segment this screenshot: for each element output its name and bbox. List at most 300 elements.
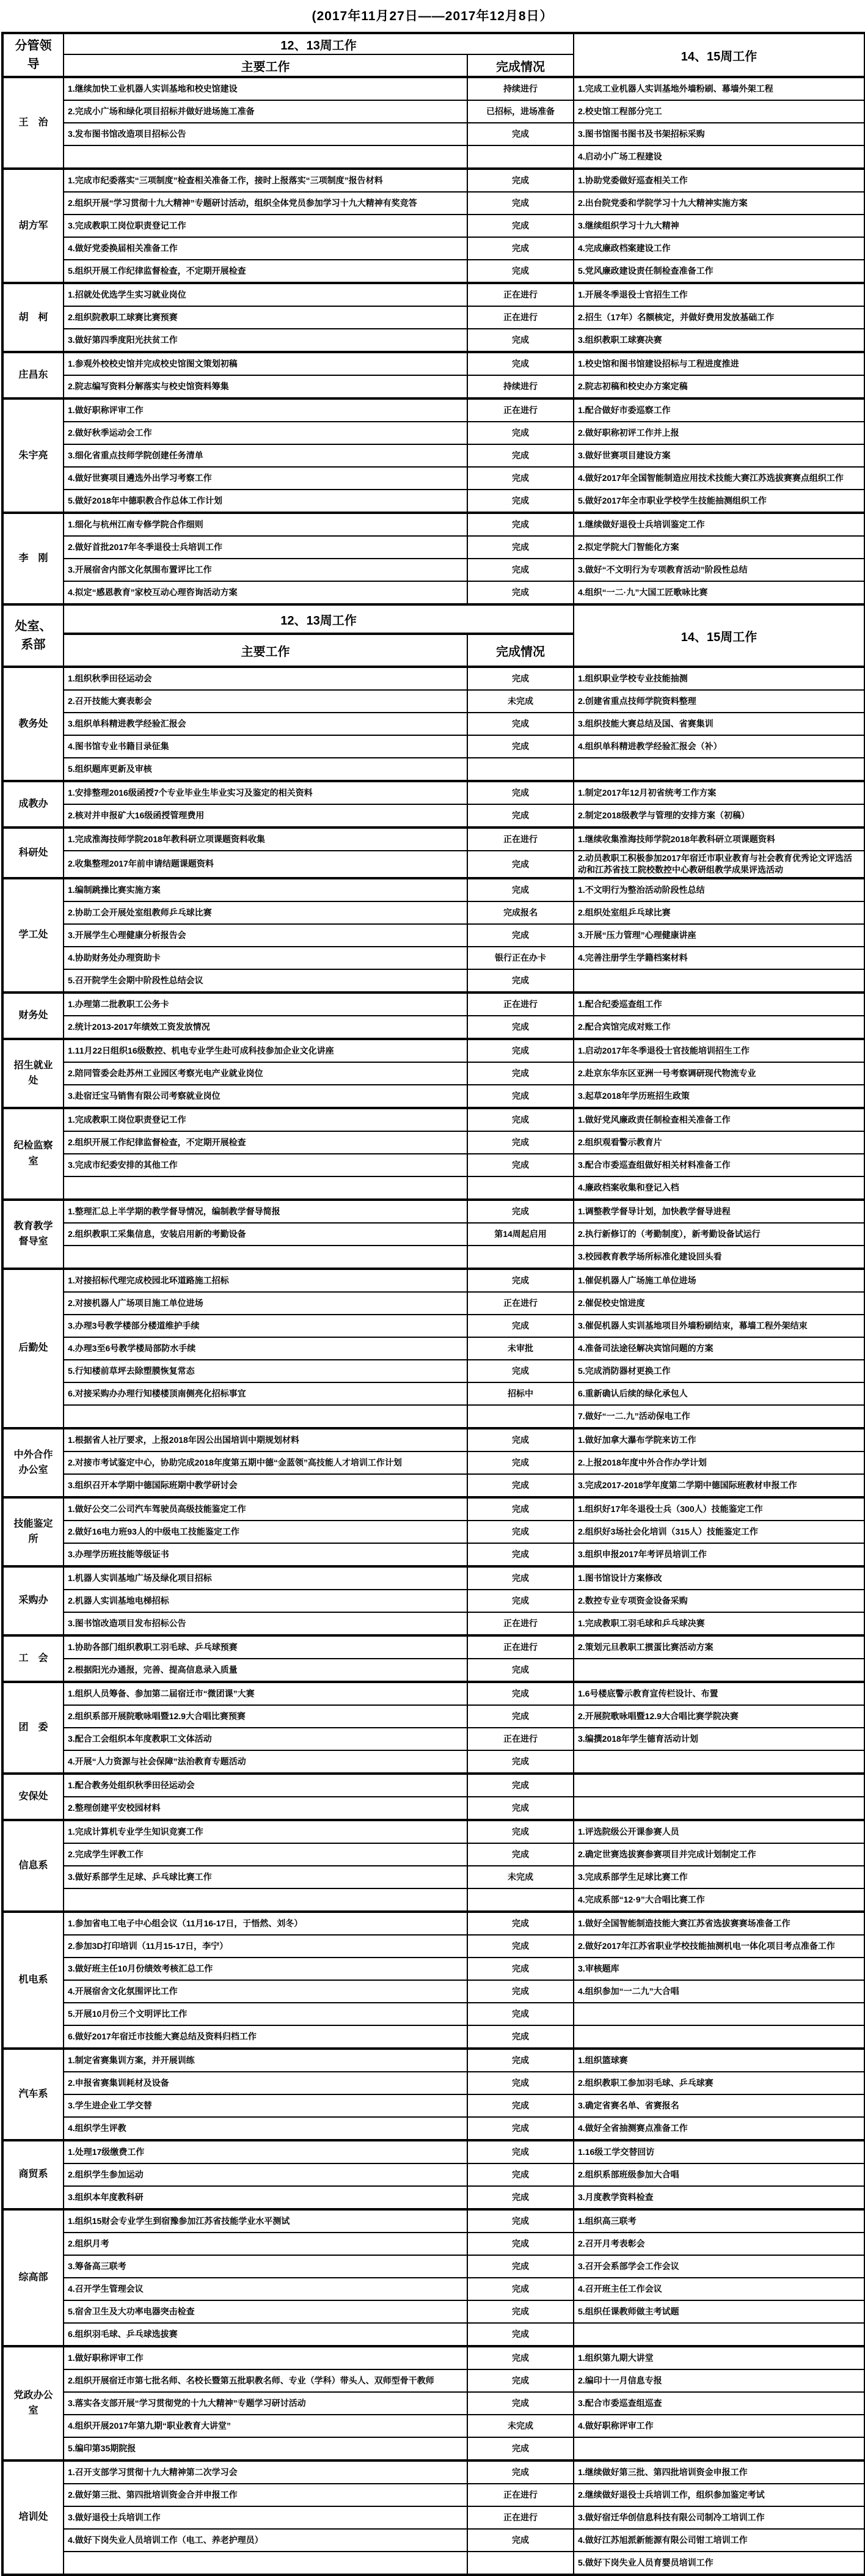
main-work-cell: 4.拟定“感恩教育”家校互动心理咨询活动方案 [64, 581, 467, 604]
completion-status-cell: 完成 [467, 1451, 574, 1474]
main-work-cell: 2.做好16电力班93人的中级电工技能鉴定工作 [64, 1521, 467, 1543]
completion-status-cell: 完成 [467, 260, 574, 283]
leader-name-cell: 朱宇亮 [2, 398, 64, 513]
table-row [2, 758, 865, 781]
main-work-cell: 3.做好班主任10月份绩效考核汇总工作 [64, 1958, 467, 1980]
next-weeks-cell: 4.做好职称评审工作 [574, 2415, 865, 2437]
completion-status-cell: 完成 [467, 1797, 574, 1820]
completion-status-cell: 完成 [467, 215, 574, 237]
main-work-cell: 1.协助各部门组织教职工羽毛球、乒乓球预赛 [64, 1635, 467, 1659]
main-work-cell: 4.做好下岗失业人员培训工作（电工、养老护理员） [64, 2529, 467, 2552]
table-row [2, 375, 865, 398]
completion-status-cell: 完成 [467, 536, 574, 559]
completion-header: 完成情况 [467, 54, 574, 77]
dept-name-cell: 招生就业处 [2, 1039, 64, 1108]
completion-status-cell: 完成 [467, 1200, 574, 1223]
next-weeks-cell: 2.确定世赛选拔赛参赛项目并完成计划制定工作 [574, 1843, 865, 1866]
table-row [2, 2072, 865, 2094]
dept-name-cell: 学工处 [2, 878, 64, 993]
next-weeks-cell [574, 1797, 865, 1820]
main-work-cell: 4.开展“人力资源与社会保障”法治教育专题活动 [64, 1750, 467, 1774]
next-weeks-cell: 2.制定2018级教学与管理的安排方案（初稿） [574, 804, 865, 827]
next-weeks-cell: 1.完成工业机器人实训基地外墙粉刷、幕墙外架工程 [574, 77, 865, 100]
completion-status-cell: 完成 [467, 490, 574, 513]
main-work-cell: 3.细化省重点技师学院创建任务清单 [64, 444, 467, 467]
next-weeks-cell: 1.开展冬季退役士官招生工作 [574, 283, 865, 306]
table-row [2, 1200, 865, 1223]
completion-status-cell: 未完成 [467, 690, 574, 713]
main-work-cell: 3.学生进企业工学交替 [64, 2094, 467, 2117]
weeks-14-15-header: 14、15周工作 [574, 33, 865, 77]
completion-status-cell: 招标中 [467, 1382, 574, 1405]
table-row [2, 969, 865, 993]
main-work-cell: 4.做好党委换届相关准备工作 [64, 237, 467, 260]
completion-status-cell: 未审批 [467, 1337, 574, 1360]
main-work-cell: 3.配合工会组织本年度教职工文体活动 [64, 1728, 467, 1750]
main-work-cell: 5.做好2018年中德职教合作总体工作计划 [64, 490, 467, 513]
dept-name-cell: 教育教学督导室 [2, 1200, 64, 1269]
main-work-cell: 2.院志编写资料分解落实与校史馆资料筹集 [64, 375, 467, 398]
next-weeks-cell: 2.出台院党委和学院学习十九大精神实施方案 [574, 192, 865, 215]
completion-status-cell: 完成 [467, 781, 574, 804]
next-weeks-cell: 5.党风廉政建设责任制检查准备工作 [574, 260, 865, 283]
completion-status-cell: 完成 [467, 1062, 574, 1085]
main-work-cell: 4.做好世赛项目遴选外出学习考察工作 [64, 467, 467, 490]
table-row [2, 2163, 865, 2186]
main-work-cell: 1.做好职称评审工作 [64, 398, 467, 422]
next-weeks-cell: 2.召开月考表彰会 [574, 2233, 865, 2255]
main-work-cell: 3.组织本年度教科研 [64, 2186, 467, 2209]
leader-name-cell: 胡 柯 [2, 283, 64, 352]
completion-status-cell: 正在进行 [467, 1292, 574, 1315]
main-work-cell: 4.组织学生评教 [64, 2117, 467, 2140]
completion-status-cell: 完成 [467, 1131, 574, 1154]
table-row [2, 2094, 865, 2117]
main-work-cell: 1.根据省人社厅要求，上报2018年因公出国培训中期规划材料 [64, 1428, 467, 1451]
main-work-cell: 4.开展宿舍文化氛围评比工作 [64, 1980, 467, 2003]
main-work-cell [64, 1176, 467, 1200]
completion-status-cell: 完成 [467, 2255, 574, 2278]
main-work-cell: 1.处理17级缴费工作 [64, 2140, 467, 2163]
next-weeks-cell: 3.完成2017-2018学年度第二学期中德国际班教材申报工作 [574, 1474, 865, 1497]
next-weeks-cell: 1.制定2017年12月初省统考工作方案 [574, 781, 865, 804]
table-row [2, 1016, 865, 1039]
main-work-cell: 3.图书馆改造项目发布招标公告 [64, 1612, 467, 1635]
dept-name-cell: 党政办公室 [2, 2346, 64, 2460]
next-weeks-cell: 3.配合市委巡查组巡查 [574, 2392, 865, 2415]
leader-name-cell: 王 治 [2, 77, 64, 169]
table-row [2, 1062, 865, 1085]
completion-status-cell: 完成 [467, 2346, 574, 2369]
table-row [2, 1451, 865, 1474]
table-row [2, 2300, 865, 2323]
table-row [2, 667, 865, 690]
completion-status-cell: 完成 [467, 2117, 574, 2140]
dept-name-cell: 安保处 [2, 1774, 64, 1820]
next-weeks-cell: 3.做好“不文明行为专项教育活动”阶段性总结 [574, 559, 865, 581]
completion-status-cell: 正在进行 [467, 993, 574, 1016]
main-work-cell: 3.赴宿迁宝马销售有限公司考察就业岗位 [64, 1085, 467, 1108]
completion-status-cell: 完成 [467, 1108, 574, 1131]
weeks-12-13-header: 12、13周工作 [64, 604, 574, 634]
main-work-cell: 2.组织开展宿迁市第七批名师、名校长暨第五批职教名师、专业（学科）带头人、双师型骨干教师 [64, 2369, 467, 2392]
table-row [2, 444, 865, 467]
next-weeks-cell: 3.审核题库 [574, 1958, 865, 1980]
completion-status-cell: 未完成 [467, 2415, 574, 2437]
completion-status-cell: 完成 [467, 2323, 574, 2346]
next-weeks-cell: 3.组织申报2017年考评员培训工作 [574, 1543, 865, 1566]
next-weeks-cell: 1.组织篮球赛 [574, 2049, 865, 2072]
table-header-row [2, 33, 865, 54]
main-work-cell: 1.召开支部学习贯彻十九大精神第二次学习会 [64, 2460, 467, 2484]
completion-status-cell: 完成 [467, 2025, 574, 2049]
completion-status-cell: 完成 [467, 713, 574, 735]
completion-status-cell: 完成 [467, 1774, 574, 1797]
main-work-cell: 2.参加3D打印培训（11月15-17日，李宁） [64, 1935, 467, 1958]
dept-name-cell: 综高部 [2, 2209, 64, 2346]
completion-status-cell: 完成 [467, 804, 574, 827]
main-work-cell: 3.组织召开本学期中德国际班期中教学研讨会 [64, 1474, 467, 1497]
main-work-cell: 5.开展10月份三个文明评比工作 [64, 2003, 467, 2025]
completion-status-cell: 完成 [467, 467, 574, 490]
next-weeks-cell: 2.招生（17年）名额核定，并做好费用发放基础工作 [574, 306, 865, 329]
table-row [2, 237, 865, 260]
table-row [2, 145, 865, 169]
completion-status-cell: 完成 [467, 878, 574, 901]
main-work-cell [64, 2552, 467, 2575]
table-row [2, 1728, 865, 1750]
main-work-cell: 1.参观外校校史馆并完成校史馆图文策划初稿 [64, 352, 467, 375]
table-row [2, 123, 865, 145]
next-weeks-cell: 2.组织系部班级参加大合唱 [574, 2163, 865, 2186]
dept-name-cell: 纪检监察室 [2, 1108, 64, 1200]
table-row [2, 329, 865, 352]
main-work-cell: 2.做好第三批、第四批培训资金合并申报工作 [64, 2484, 467, 2506]
dept-name-cell: 商贸系 [2, 2140, 64, 2209]
table-row [2, 2140, 865, 2163]
main-work-cell: 2.统计2013-2017年绩效工资发放情况 [64, 1016, 467, 1039]
next-weeks-cell: 1.不文明行为整治活动阶段性总结 [574, 878, 865, 901]
completion-status-cell: 完成 [467, 2233, 574, 2255]
next-weeks-cell: 4.廉政档案收集和登记入档 [574, 1176, 865, 1200]
completion-status-cell: 完成 [467, 513, 574, 536]
table-row [2, 490, 865, 513]
completion-status-cell: 正在进行 [467, 827, 574, 851]
table-row [2, 2552, 865, 2575]
next-weeks-cell: 3.组织教职工球赛决赛 [574, 329, 865, 352]
main-work-cell: 1.机器人实训基地广场及绿化项目招标 [64, 1566, 467, 1590]
main-work-cell: 6.对接采购办办理行知楼楼顶南侧亮化招标事宜 [64, 1382, 467, 1405]
next-weeks-cell: 3.月度教学资料检查 [574, 2186, 865, 2209]
main-work-cell: 3.筹备高三联考 [64, 2255, 467, 2278]
next-weeks-cell: 1.继续做好第三批、第四批培训资金申报工作 [574, 2460, 865, 2484]
table-row [2, 1085, 865, 1108]
table-row [2, 827, 865, 851]
main-work-cell: 1.安排整理2016级函授7个专业毕业生毕业实习及鉴定的相关资料 [64, 781, 467, 804]
dept-name-cell: 培训处 [2, 2460, 64, 2575]
main-work-cell: 3.办理学历班技能等级证书 [64, 1543, 467, 1566]
completion-status-cell: 完成 [467, 1566, 574, 1590]
completion-status-cell: 完成 [467, 1497, 574, 1521]
main-work-cell: 2.对接机器人广场项目施工单位进场 [64, 1292, 467, 1315]
completion-status-cell: 完成 [467, 851, 574, 878]
main-work-cell: 3.完成市纪委安排的其他工作 [64, 1154, 467, 1176]
next-weeks-cell: 1.图书馆设计方案修改 [574, 1566, 865, 1590]
table-header-row [2, 604, 865, 634]
next-weeks-cell: 1.校史馆和图书馆建设招标与工程进度推进 [574, 352, 865, 375]
table-row [2, 2209, 865, 2233]
table-row [2, 993, 865, 1016]
completion-status-cell: 持续进行 [467, 375, 574, 398]
main-work-cell: 2.做好首批2017年冬季退役士兵培训工作 [64, 536, 467, 559]
next-weeks-cell: 2.组织好3场社会化培训（315人）技能鉴定工作 [574, 1521, 865, 1543]
table-row [2, 1360, 865, 1382]
leader-name-cell: 庄昌东 [2, 352, 64, 398]
next-weeks-cell [574, 1774, 865, 1797]
next-weeks-cell: 4.完成廉政档案建设工作 [574, 237, 865, 260]
main-work-cell: 4.协助财务处办理资助卡 [64, 947, 467, 969]
completion-status-cell: 未完成 [467, 1866, 574, 1888]
weeks-12-13-header: 12、13周工作 [64, 33, 574, 54]
next-weeks-cell: 1.组织职业学校专业技能抽测 [574, 667, 865, 690]
completion-status-cell: 正在进行 [467, 2484, 574, 2506]
main-work-cell: 1.完成淮海技师学院2018年教科研立项课题资料收集 [64, 827, 467, 851]
main-work-cell: 3.组织单科精进教学经验汇报会 [64, 713, 467, 735]
completion-status-cell: 完成 [467, 2460, 574, 2484]
next-weeks-cell [574, 2323, 865, 2346]
completion-status-cell: 完成 [467, 2094, 574, 2117]
table-row [2, 2278, 865, 2300]
completion-status-cell: 完成 [467, 1659, 574, 1682]
completion-status-cell: 完成 [467, 2278, 574, 2300]
completion-status-cell: 完成 [467, 2437, 574, 2460]
table-row [2, 559, 865, 581]
dept-name-cell: 工 会 [2, 1635, 64, 1682]
next-weeks-cell: 2.组织教职工参加羽毛球、乒乓球赛 [574, 2072, 865, 2094]
completion-status-cell: 完成 [467, 1958, 574, 1980]
next-weeks-cell: 1.完成教职工羽毛球和乒乓球决赛 [574, 1612, 865, 1635]
main-work-cell: 1.办理第二批教职工公务卡 [64, 993, 467, 1016]
completion-status-cell: 完成 [467, 1085, 574, 1108]
completion-status-cell: 完成 [467, 1682, 574, 1705]
table-row [2, 1315, 865, 1337]
main-work-cell: 3.做好系部学生足球、乒乓球比赛工作 [64, 1866, 467, 1888]
main-work-cell: 1.编制跳操比赛实施方案 [64, 878, 467, 901]
completion-status-cell: 完成报名 [467, 901, 574, 924]
table-row [2, 1131, 865, 1154]
main-work-cell [64, 1888, 467, 1912]
completion-status-cell: 完成 [467, 2392, 574, 2415]
main-work-cell [64, 1246, 467, 1269]
completion-status-cell: 完成 [467, 1474, 574, 1497]
leader-name-cell: 胡方军 [2, 169, 64, 283]
table-row [2, 1980, 865, 2003]
next-weeks-cell [574, 969, 865, 993]
main-work-cell: 2.完成学生评教工作 [64, 1843, 467, 1866]
completion-status-cell: 完成 [467, 123, 574, 145]
table-row [2, 1154, 865, 1176]
completion-status-cell: 完成 [467, 735, 574, 758]
table-row [2, 1269, 865, 1292]
table-row [2, 1888, 865, 1912]
dept-name-cell: 后勤处 [2, 1269, 64, 1428]
next-weeks-cell: 2.做好2017年江苏省职业学校技能抽测机电一体化项目考点准备工作 [574, 1935, 865, 1958]
completion-status-cell [467, 1246, 574, 1269]
table-row [2, 1405, 865, 1428]
table-row [2, 1774, 865, 1797]
main-work-cell: 1.组织秋季田径运动会 [64, 667, 467, 690]
table-row [2, 1705, 865, 1728]
table-row [2, 2323, 865, 2346]
completion-status-cell: 完成 [467, 1820, 574, 1843]
next-weeks-cell: 5.组织任课教师做主考试题 [574, 2300, 865, 2323]
next-weeks-cell: 2.做好职称初评工作并上报 [574, 422, 865, 444]
next-weeks-cell: 2.创建省重点技师学院资料整理 [574, 690, 865, 713]
next-weeks-cell: 4.完成系部“12·9”大合唱比赛工作 [574, 1888, 865, 1912]
next-weeks-cell: 1.催促机器人广场施工单位进场 [574, 1269, 865, 1292]
next-weeks-cell: 3.校园教育教学场所标准化建设回头看 [574, 1246, 865, 1269]
dept-name-cell: 成教办 [2, 781, 64, 827]
table-row [2, 2506, 865, 2529]
document-title: (2017年11月27日——2017年12月8日） [312, 9, 553, 23]
main-work-cell: 2.根据阳光办通报，完善、提高信息录入质量 [64, 1659, 467, 1682]
next-weeks-cell: 1.继续收集淮海技师学院2018年教科研立项课题资料 [574, 827, 865, 851]
completion-status-cell: 完成 [467, 2072, 574, 2094]
main-work-cell: 2.组织系部开展院歌咏唱暨12.9大合唱比赛预赛 [64, 1705, 467, 1728]
main-work-cell: 1.参加省电工电子中心组会议（11月16-17日，于悟然、刘冬） [64, 1912, 467, 1935]
table-row [2, 1635, 865, 1659]
main-work-cell: 6.做好2017年宿迁市技能大赛总结及资料归档工作 [64, 2025, 467, 2049]
completion-status-cell [467, 145, 574, 169]
completion-status-cell: 完成 [467, 352, 574, 375]
main-work-cell: 1.做好职称评审工作 [64, 2346, 467, 2369]
main-work-cell: 2.对接市考试鉴定中心，协助完成2018年度第五期中德“金蓝领”高技能人才培训工作计划 [64, 1451, 467, 1474]
table-row [2, 536, 865, 559]
next-weeks-cell [574, 2437, 865, 2460]
next-weeks-cell: 5.做好2017年全市职业学校学生技能抽测组织工作 [574, 490, 865, 513]
next-weeks-cell: 1.做好全国智能制造技能大赛江苏省选拔赛赛场准备工作 [574, 1912, 865, 1935]
table-row [2, 192, 865, 215]
completion-status-cell: 完成 [467, 237, 574, 260]
next-weeks-cell: 4.组织“一二·九”大国工匠歌咏比赛 [574, 581, 865, 604]
table-row [2, 1108, 865, 1131]
table-row [2, 2484, 865, 2506]
completion-status-cell [467, 1405, 574, 1428]
table-row [2, 1843, 865, 1866]
main-work-cell: 3.办理3号教学楼部分楼道维护手续 [64, 1315, 467, 1337]
table-row [2, 1521, 865, 1543]
main-work-cell [64, 1405, 467, 1428]
main-work-cell: 1.做好公交二公司汽车驾驶员高级技能鉴定工作 [64, 1497, 467, 1521]
main-work-cell: 5.召开院学生会期中阶段性总结会议 [64, 969, 467, 993]
main-work-cell: 5.宿舍卫生及大功率电器突击检查 [64, 2300, 467, 2323]
table-row [2, 260, 865, 283]
completion-status-cell: 完成 [467, 667, 574, 690]
leader-name-cell: 李 刚 [2, 513, 64, 604]
next-weeks-cell: 3.完成系部学生足球比赛工作 [574, 1866, 865, 1888]
main-work-header: 主要工作 [64, 634, 467, 667]
table-row [2, 2049, 865, 2072]
next-weeks-cell [574, 1659, 865, 1682]
completion-status-cell: 完成 [467, 969, 574, 993]
next-weeks-cell: 3.做好宿迁华创信息科技有限公司制冷工培训工作 [574, 2506, 865, 2529]
completion-status-cell: 完成 [467, 2049, 574, 2072]
next-weeks-cell: 7.做好“一二.九”活动保电工作 [574, 1405, 865, 1428]
table-row [2, 947, 865, 969]
completion-status-cell: 完成 [467, 1521, 574, 1543]
main-work-cell: 2.陪同管委会赴苏州工业园区考察光电产业就业岗位 [64, 1062, 467, 1085]
completion-status-cell: 完成 [467, 2369, 574, 2392]
next-weeks-cell: 2.组织处室组乒乓球比赛 [574, 901, 865, 924]
table-row [2, 2117, 865, 2140]
next-weeks-cell [574, 758, 865, 781]
table-row [2, 467, 865, 490]
table-row [2, 2346, 865, 2369]
main-work-cell: 3.做好第四季度阳光扶贫工作 [64, 329, 467, 352]
table-row [2, 924, 865, 947]
dept-name-cell: 科研处 [2, 827, 64, 878]
next-weeks-cell: 2.数控专业专项资金设备采购 [574, 1590, 865, 1612]
completion-status-cell: 完成 [467, 1912, 574, 1935]
next-weeks-cell [574, 2025, 865, 2049]
completion-status-cell: 完成 [467, 2186, 574, 2209]
dept-name-cell: 机电系 [2, 1912, 64, 2049]
main-work-cell: 2.完成小广场和绿化项目招标并做好进场施工准备 [64, 100, 467, 123]
dept-name-cell: 汽车系 [2, 2049, 64, 2140]
table-row [2, 1039, 865, 1062]
completion-status-cell: 完成 [467, 559, 574, 581]
next-weeks-cell: 2.院志初稿和校史办方案定稿 [574, 375, 865, 398]
next-weeks-cell: 1.组织好17年冬退役士兵（300人）技能鉴定工作 [574, 1497, 865, 1521]
next-weeks-cell: 1.组织第九期大讲堂 [574, 2346, 865, 2369]
next-weeks-cell: 2.动员教职工积极参加2017年宿迁市职业教育与社会教育优秀论文评选活动和江苏省技工院校数控中心教研组教学成果评选活动 [574, 851, 865, 878]
completion-status-cell: 完成 [467, 924, 574, 947]
next-weeks-cell: 3.开展“压力管理”心理健康讲座 [574, 924, 865, 947]
completion-status-cell: 正在进行 [467, 398, 574, 422]
completion-status-cell [467, 1888, 574, 1912]
completion-status-cell: 完成 [467, 2163, 574, 2186]
main-work-cell: 1.招就处优选学生实习就业岗位 [64, 283, 467, 306]
main-work-cell: 3.落实各支部开展“学习贯彻党的十九大精神”专题学习研讨活动 [64, 2392, 467, 2415]
completion-status-cell [467, 2552, 574, 2575]
main-work-cell: 3.完成教职工岗位职责登记工作 [64, 215, 467, 237]
table-row [2, 2233, 865, 2255]
table-row [2, 1866, 865, 1888]
next-weeks-cell: 2.执行新修订的（考勤制度），新考勤设备试运行 [574, 1223, 865, 1246]
main-work-cell: 1.组织人员筹备、参加第二届宿迁市“微团课”大赛 [64, 1682, 467, 1705]
table-row [2, 878, 865, 901]
next-weeks-cell: 1.做好党风廉政责任制检查相关准备工作 [574, 1108, 865, 1131]
completion-status-cell: 正在进行 [467, 2506, 574, 2529]
leaders-body [2, 77, 865, 604]
completion-status-cell: 正在进行 [467, 1728, 574, 1750]
completion-status-cell: 完成 [467, 444, 574, 467]
main-work-cell: 3.发布图书馆改造项目招标公告 [64, 123, 467, 145]
table-row [2, 1820, 865, 1843]
main-work-cell: 3.做好退役士兵培训工作 [64, 2506, 467, 2529]
next-weeks-cell: 5.做好下岗失业人员育婴员培训工作 [574, 2552, 865, 2575]
next-weeks-cell: 1.继续做好退役士兵培训鉴定工作 [574, 513, 865, 536]
table-row [2, 901, 865, 924]
completion-status-cell: 完成 [467, 1590, 574, 1612]
table-row [2, 2186, 865, 2209]
main-work-cell: 2.整理创建平安校园材料 [64, 1797, 467, 1820]
next-weeks-cell: 5.完成消防器材更换工作 [574, 1360, 865, 1382]
next-weeks-cell: 3.做好世赛项目建设方案 [574, 444, 865, 467]
completion-status-cell: 正在进行 [467, 306, 574, 329]
next-weeks-cell: 2.赴京东华东区亚洲一号考察调研现代物流专业 [574, 1062, 865, 1085]
next-weeks-cell: 1.6号楼底警示教育宣传栏设计、布置 [574, 1682, 865, 1705]
